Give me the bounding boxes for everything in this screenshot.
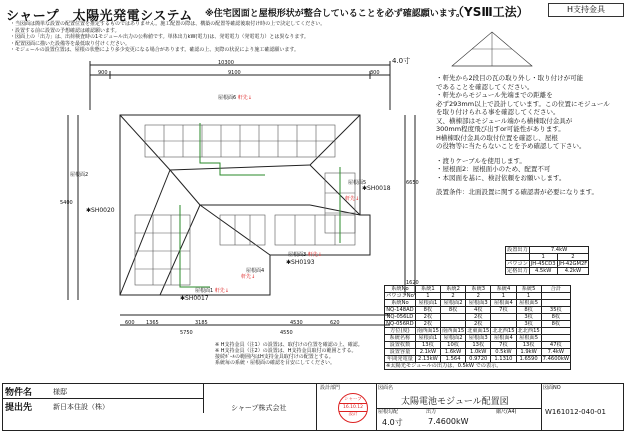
- dim-right-b: 1620: [406, 280, 419, 286]
- page-title: シャープ 太陽光発電システム: [6, 9, 193, 24]
- dim-right-a: 6650: [406, 180, 419, 186]
- construction-method: （YSⅢ工法）: [452, 5, 529, 19]
- note-line: 300mm程度飛び出すor可能性があります。: [436, 125, 565, 133]
- power-conditioner-table: 設置出力 7.4kW 1 2 パワコン JH-45CD3 JH-42GM2F 定格出力 4.5kW 4.2kW: [507, 247, 588, 274]
- strap-id: ✱SH0018: [362, 185, 391, 192]
- note-line: ・モジュールの設置位置は、屋根の状態により多少変更になる場合があります。確認の上、実際の状況により施工確認願います。: [10, 47, 300, 53]
- strap-id: ✱SH0020: [86, 207, 115, 214]
- roof-face-label: 屋根面5: [348, 180, 367, 186]
- note-line: ・当図面は簡単な設置の配置位置を推定するものではありません。施工配置の際は、構築の配置等確認後取付け時の上で決定してください。: [10, 21, 326, 27]
- output-value: 7.4600kW: [428, 417, 469, 426]
- note-line: ・軒先からモジュール先端までの距離を: [436, 91, 553, 99]
- note-line: ・渡りケーブルを使用します。: [436, 156, 526, 165]
- dim-top-a: 900: [98, 70, 108, 76]
- note-line: 設置条件：北面設置に関する確認書が必要になります。: [436, 188, 598, 196]
- roof-orientation-diagram: [442, 26, 542, 70]
- pitch-label-cell: 屋根勾配: [378, 409, 399, 415]
- plan-notes: [215, 342, 363, 366]
- warning-text: ※住宅図面と屋根形状が整合していることを必ず確認願います。: [205, 9, 466, 19]
- note-line: H横棟取付金具の取付位置を確認し、屋根: [436, 133, 558, 142]
- note-line: 必ず293mm以上で設計しています。この位置にモジュール: [436, 99, 610, 108]
- installation-notes: [436, 74, 622, 197]
- note-line: ・図面上の「出力」は、出荷検査時の1モジュール出力の公称値です。単体出力kW(電力)は、発電電力（発電電力）とは異なります。: [10, 34, 309, 40]
- pitch-value: 4.0寸: [382, 418, 403, 427]
- dim-bottom-f: 5750: [180, 330, 193, 336]
- drawing-no: W161012-040-01: [545, 408, 606, 416]
- note-line: ・軒先から2段目の瓦の取り外し・取り付けが可能: [436, 74, 584, 82]
- general-notes: [10, 21, 430, 54]
- plan-note: 系統毎の系統・屋根面の確認を目安にしてください。: [215, 360, 336, 366]
- panel-grid-face6: [145, 125, 335, 157]
- plan-note: ※ H支持金具（注1）の設置は、取付けの位置を確認の上、確認。: [215, 342, 363, 348]
- bracket-type-box: H支持金具: [548, 3, 624, 17]
- note-line: ・屋根面2：屋根面小のため、配置不可: [436, 165, 551, 173]
- dim-bottom-g: 4550: [280, 330, 293, 336]
- roof-face-label: 屋根面6 軒先↓: [218, 95, 252, 101]
- design-label: 設計部門: [320, 385, 341, 391]
- dim-left: 5400: [60, 200, 73, 206]
- output-label: 出力: [426, 409, 437, 415]
- roof-face-label: 屋根面4: [246, 268, 265, 274]
- roof-face-label: 屋根面3 軒先↓: [288, 252, 322, 258]
- panel-grid-face1: [135, 215, 190, 285]
- dim-bottom-e: 620: [330, 320, 340, 326]
- company-name: シャープ株式会社: [231, 404, 287, 412]
- note-line: の役物等に当たらないことを予め確認して下さい。: [436, 142, 586, 150]
- module-layout-table: 系統No 系統1 系統2 系統3 系統4 系統5 合計 パワコンNo 1 2 2 1 1 系統No 屋根面1 屋根面2 屋根面3 屋根面4 屋根面5 NQ-148AD 8枚 8枚 4枚 7枚 8枚 35枚 NQ-056LD 2枚 2枚 3枚 8枚 NQ-056RD 2枚 2枚 3枚 8枚 方位(度) 南西面15 南西面15 北東面15 北北西15 北北西15 系統名称 屋根面1 屋根面2 屋根面3 屋根面4 屋根面5 設置枚数 13枚 10枚 13枚 7枚 13枚 47枚 設置容量 2.1kW 1.6kW 1.0kW 0.5kW 1.9kW 7.4kW 年間発電量 2.13kW 1.564 0.9720 1.1310 1.6590 7.4600kW ※太陽光モジュールの出力は、0.5kW での表示。: [386, 286, 569, 369]
- dim-bottom-c: 3185: [195, 320, 208, 326]
- pitch-label: 4.0寸: [392, 57, 411, 65]
- submit-value: 新日本住設（株）: [53, 403, 109, 411]
- roof-face-label: 屋根面1 軒先↓: [195, 288, 229, 294]
- dim-top-c: 300: [370, 70, 380, 76]
- dim-top-b: 9100: [228, 70, 241, 76]
- note-line: であることを確認してください。: [436, 82, 534, 91]
- strap-id: ✱SH0017: [180, 295, 209, 302]
- panel-grid-face3: [275, 215, 355, 245]
- title-block: [2, 383, 624, 431]
- panel-grid-face4: [220, 215, 265, 245]
- property-value: 様邸: [53, 388, 67, 396]
- eave-mark: 軒先↓: [345, 196, 360, 202]
- drawing-name-label: 図面名: [378, 385, 394, 391]
- note-line: ・本図面を基に、検討依頼をお願いします。: [436, 173, 566, 182]
- eave-mark: 軒先↓: [241, 274, 256, 280]
- submit-label: 提出先: [5, 403, 33, 413]
- plan-note: ※ H支持金具（注2）の設置は、H支持金具取付の範囲とする。: [215, 348, 357, 354]
- note-line: ・設置する前に設置の予想確認は確認願います。: [10, 27, 120, 34]
- dim-bottom-a: 600: [125, 320, 135, 326]
- strap-id: ✱SH0193: [286, 259, 315, 266]
- drawing-name: 太陽電池モジュール配置図: [401, 397, 509, 407]
- note-line: 又、横棟部はモジュール端から横棟取付金具が: [436, 116, 573, 125]
- scale-label: 縮尺(A4): [496, 409, 517, 415]
- property-label: 物件名: [5, 388, 33, 398]
- approval-stamp: シャープ 16.10.12 設計: [338, 393, 368, 423]
- note-line: ・配置図面に描いた設備等を最低取り付けください。: [10, 40, 131, 47]
- dim-bottom-d: 4530: [290, 320, 303, 326]
- dim-top-total: 10300: [218, 60, 234, 66]
- dim-bottom-b: 1365: [146, 320, 159, 326]
- roof-face-label: 屋根面2: [70, 172, 89, 178]
- plan-note: 接続ﾎﾞｰﾙの範囲内はH支持金具取付けの配置とする。: [215, 354, 334, 360]
- note-line: を取り付けられる事を確認してください。: [436, 108, 560, 116]
- drawing-no-label: 図面NO: [543, 385, 561, 391]
